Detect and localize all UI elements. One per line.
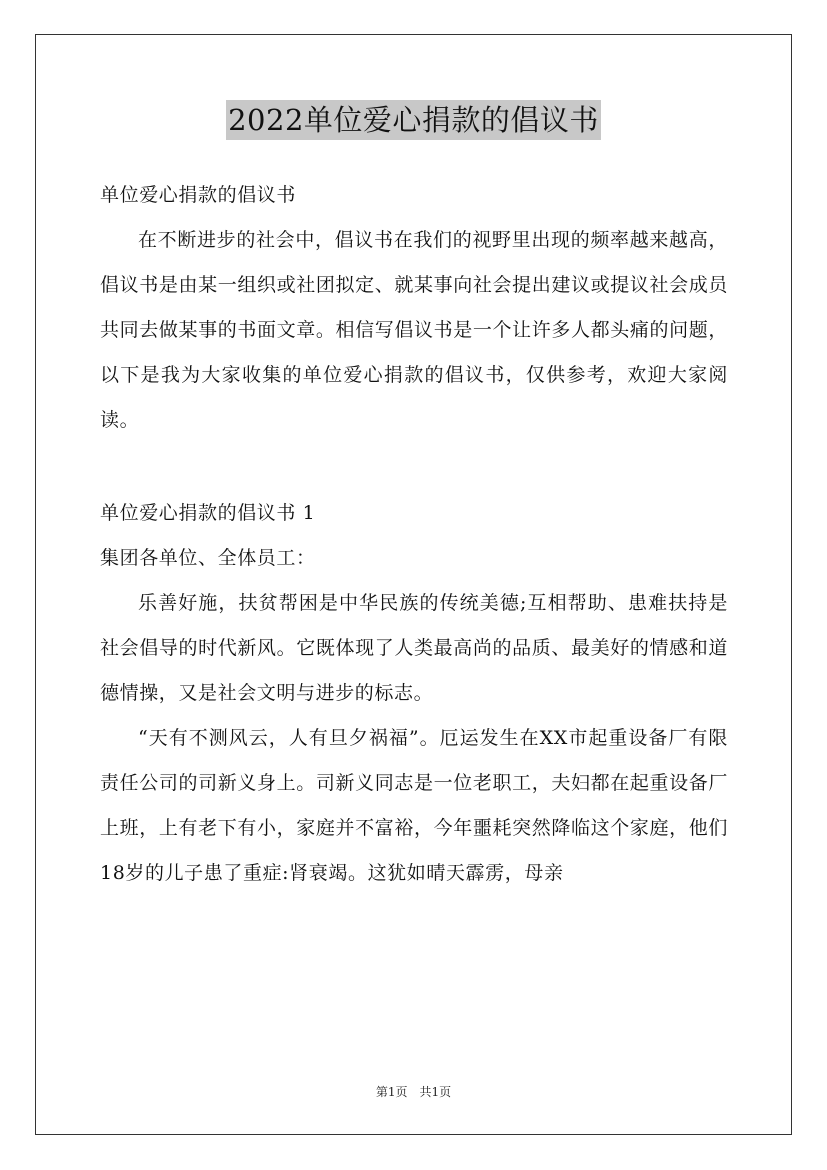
subtitle: 单位爱心捐款的倡议书 — [100, 184, 297, 206]
body-paragraph-2: “天有不测风云，人有旦夕祸福”。厄运发生在XX市起重设备厂有限责任公司的司新义身上。司新义同志是一位老职工，夫妇都在起重设备厂上班，上有老下有小，家庭并不富裕，今年噩耗突然降临这个家庭，他们18岁的儿子患了重症:肾衰竭。这犹如晴天霹雳，母亲 — [100, 727, 728, 884]
document-body — [100, 173, 728, 896]
salutation: 集团各单位、全体员工： — [100, 547, 316, 569]
document-title: 2022单位爱心捐款的倡议书 — [226, 100, 601, 140]
section-heading: 单位爱心捐款的倡议书 1 — [100, 502, 316, 524]
title-container — [0, 100, 827, 140]
page-number: 第1页 共1页 — [375, 1085, 452, 1099]
page-footer — [0, 1083, 827, 1100]
paragraph-spacer — [100, 443, 728, 491]
intro-paragraph: 在不断进步的社会中，倡议书在我们的视野里出现的频率越来越高，倡议书是由某一组织或社团拟定、就某事向社会提出建议或提议社会成员共同去做某事的书面文章。相信写倡议书是一个让许多人都头痛的问题，以下是我为大家收集的单位爱心捐款的倡议书，仅供参考，欢迎大家阅读。 — [100, 229, 728, 431]
body-paragraph-1: 乐善好施，扶贫帮困是中华民族的传统美德;互相帮助、患难扶持是社会倡导的时代新风。它既体现了人类最高尚的品质、最美好的情感和道德情操，又是社会文明与进步的标志。 — [100, 592, 728, 704]
